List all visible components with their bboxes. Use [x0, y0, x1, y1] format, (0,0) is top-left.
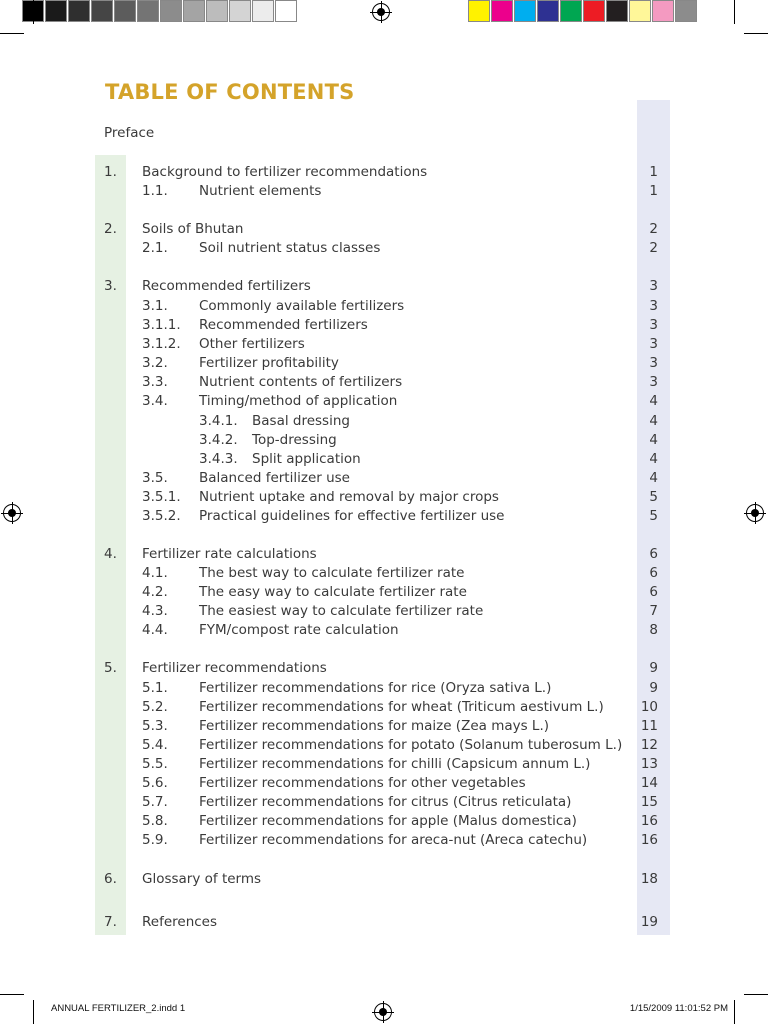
toc-entry-number: 5.5. [142, 756, 168, 772]
toc-entry-number: 3.5. [142, 470, 168, 486]
toc-entry-title: Fertilizer recommendations for wheat (Triticum aestivum L.) [199, 699, 604, 715]
toc-entry-number: 3.5.1. [142, 489, 181, 505]
toc-entry-title: Fertilizer recommendations for areca-nut (Areca catechu) [199, 832, 588, 848]
toc-entry-title: Fertilizer recommendations for maize (Zea mays L.) [199, 718, 550, 734]
toc-entry-title: Basal dressing [252, 413, 350, 429]
toc-entry[interactable] [0, 469, 768, 488]
toc-entry-number: 3.2. [142, 355, 168, 371]
color-swatch [514, 0, 536, 22]
toc-entry[interactable] [0, 679, 768, 698]
toc-entry-number: 5.2. [142, 699, 168, 715]
toc-entry[interactable] [0, 736, 768, 755]
color-swatch [583, 0, 605, 22]
toc-entry-page: 6 [649, 565, 658, 581]
toc-entry-page: 3 [649, 355, 658, 371]
toc-entry-title: Recommended fertilizers [142, 278, 311, 294]
toc-entry-title: References [142, 914, 218, 930]
toc-entry[interactable] [0, 774, 768, 793]
toc-entry-title: Fertilizer recommendations for potato (Solanum tuberosum L.) [199, 737, 623, 753]
toc-entry[interactable] [0, 354, 768, 373]
toc-entry-page: 3 [649, 374, 658, 390]
toc-entry-number: 1. [104, 164, 117, 180]
toc-entry-number: 5.1. [142, 680, 168, 696]
toc-entry-page: 13 [640, 756, 658, 772]
toc-entry-number: 7. [104, 914, 117, 930]
toc-entry-page: 9 [649, 660, 658, 676]
color-swatch [629, 0, 651, 22]
toc-entry[interactable] [0, 220, 768, 239]
toc-entry-number: 2.1. [142, 240, 168, 256]
toc-entry[interactable] [0, 431, 768, 450]
gray-swatch [137, 0, 159, 22]
crop-mark [0, 33, 24, 34]
toc-entry-page: 3 [649, 336, 658, 352]
color-swatch [652, 0, 674, 22]
toc-entry-page: 1 [649, 164, 658, 180]
gray-swatch [183, 0, 205, 22]
toc-entry-title: The best way to calculate fertilizer rate [199, 565, 465, 581]
gray-swatch [91, 0, 113, 22]
crop-mark [744, 994, 768, 995]
toc-entry-page: 4 [649, 393, 658, 409]
toc-entry-page: 11 [640, 718, 658, 734]
toc-entry-title: Fertilizer recommendations for citrus (Citrus reticulata) [199, 794, 572, 810]
toc-entry[interactable] [0, 488, 768, 507]
toc-entry-title: Background to fertilizer recommendations [142, 164, 428, 180]
toc-entry-page: 3 [649, 278, 658, 294]
toc-entry-number: 6. [104, 871, 117, 887]
toc-entry-number: 2. [104, 221, 117, 237]
toc-entry-page: 10 [640, 699, 658, 715]
crop-mark [0, 994, 24, 995]
toc-entry-number: 3.1. [142, 298, 168, 314]
preface-entry: Preface [104, 125, 155, 141]
toc-entry-title: Glossary of terms [142, 871, 262, 887]
toc-entry-number: 1.1. [142, 183, 168, 199]
toc-entry[interactable] [0, 507, 768, 526]
toc-entry-page: 12 [640, 737, 658, 753]
toc-entry[interactable] [0, 239, 768, 258]
toc-entry-title: Balanced fertilizer use [199, 470, 350, 486]
toc-entry[interactable] [0, 913, 768, 932]
toc-entry[interactable] [0, 335, 768, 354]
toc-entry-number: 3. [104, 278, 117, 294]
toc-entry-title: Recommended fertilizers [199, 317, 368, 333]
toc-entry-title: The easy way to calculate fertilizer rate [199, 584, 467, 600]
toc-entry-title: Fertilizer recommendations for rice (Oryza sativa L.) [199, 680, 552, 696]
toc-entry-page: 1 [649, 183, 658, 199]
toc-entry-page: 16 [640, 813, 658, 829]
footer-timestamp: 1/15/2009 11:01:52 PM [629, 1003, 728, 1014]
toc-entry[interactable] [0, 182, 768, 201]
toc-entry-page: 3 [649, 298, 658, 314]
toc-entry-title: Split application [252, 451, 361, 467]
toc-entry[interactable] [0, 412, 768, 431]
footer-file-name: ANNUAL FERTILIZER_2.indd 1 [51, 1003, 186, 1014]
page-title: TABLE OF CONTENTS [105, 80, 355, 104]
toc-entry-number: 5.7. [142, 794, 168, 810]
toc-entry-title: Fertilizer rate calculations [142, 546, 317, 562]
toc-entry[interactable] [0, 870, 768, 889]
toc-entry-number: 5.6. [142, 775, 168, 791]
grayscale-swatch-bar [22, 0, 298, 22]
toc-entry-page: 5 [649, 508, 658, 524]
color-swatch-bar [468, 0, 698, 22]
gray-swatch [68, 0, 90, 22]
color-swatch [468, 0, 490, 22]
toc-entry-number: 3.3. [142, 374, 168, 390]
toc-entry[interactable] [0, 373, 768, 392]
toc-entry-page: 5 [649, 489, 658, 505]
toc-entry[interactable] [0, 545, 768, 564]
toc-entry-number: 3.1.1. [142, 317, 181, 333]
toc-entry[interactable] [0, 621, 768, 640]
toc-entry-number: 3.4.2. [199, 432, 238, 448]
toc-entry-number: 4. [104, 546, 117, 562]
toc-entry-page: 4 [649, 413, 658, 429]
gray-swatch [114, 0, 136, 22]
color-swatch [560, 0, 582, 22]
toc-entry-number: 4.4. [142, 622, 168, 638]
toc-entry-number: 3.4. [142, 393, 168, 409]
toc-entry-page: 9 [649, 680, 658, 696]
color-swatch [606, 0, 628, 22]
gray-swatch [252, 0, 274, 22]
toc-entry-title: Fertilizer recommendations for chilli (Capsicum annum L.) [199, 756, 591, 772]
toc-entry-page: 18 [640, 871, 658, 887]
toc-entry-title: Commonly available fertilizers [199, 298, 405, 314]
toc-entry-title: Nutrient elements [199, 183, 322, 199]
gray-swatch [275, 0, 297, 22]
toc-entry[interactable] [0, 297, 768, 316]
toc-entry-page: 15 [640, 794, 658, 810]
print-footer [0, 1003, 768, 1017]
toc-entry[interactable] [0, 163, 768, 182]
toc-entry-title: Fertilizer recommendations [142, 660, 327, 676]
toc-entry-title: Other fertilizers [199, 336, 305, 352]
toc-entry-title: Fertilizer recommendations for other vegetables [199, 775, 526, 791]
toc-entry-page: 19 [640, 914, 658, 930]
toc-entry-number: 4.3. [142, 603, 168, 619]
gray-swatch [206, 0, 228, 22]
color-swatch [537, 0, 559, 22]
toc-entry-page: 4 [649, 432, 658, 448]
color-swatch [675, 0, 697, 22]
toc-entry-page: 2 [649, 221, 658, 237]
toc-entry-page: 16 [640, 832, 658, 848]
registration-mark-icon [372, 3, 390, 21]
toc-entry-title: The easiest way to calculate fertilizer rate [199, 603, 484, 619]
color-swatch [491, 0, 513, 22]
toc-entry-title: FYM/compost rate calculation [199, 622, 399, 638]
toc-entry-title: Fertilizer recommendations for apple (Malus domestica) [199, 813, 577, 829]
toc-entry-title: Soils of Bhutan [142, 221, 244, 237]
toc-entry-number: 3.5.2. [142, 508, 181, 524]
toc-entry-title: Soil nutrient status classes [199, 240, 381, 256]
toc-entry-number: 4.1. [142, 565, 168, 581]
toc-entry[interactable] [0, 583, 768, 602]
toc-entry-page: 6 [649, 584, 658, 600]
toc-entry[interactable] [0, 564, 768, 583]
toc-entry-page: 4 [649, 451, 658, 467]
toc-entry-page: 7 [649, 603, 658, 619]
toc-entry-page: 4 [649, 470, 658, 486]
toc-entry-number: 3.4.3. [199, 451, 238, 467]
toc-entry-number: 4.2. [142, 584, 168, 600]
toc-entry-page: 2 [649, 240, 658, 256]
gray-swatch [160, 0, 182, 22]
toc-entry[interactable] [0, 812, 768, 831]
toc-entry-title: Top-dressing [252, 432, 337, 448]
toc-entry-title: Nutrient contents of fertilizers [199, 374, 403, 390]
toc-entry-page: 8 [649, 622, 658, 638]
toc-entry[interactable] [0, 392, 768, 411]
toc-entry[interactable] [0, 659, 768, 678]
toc-entry-number: 5. [104, 660, 117, 676]
toc-entry-title: Timing/method of application [199, 393, 398, 409]
toc-entry-page: 6 [649, 546, 658, 562]
toc-entry-number: 3.1.2. [142, 336, 181, 352]
toc-entry-page: 14 [640, 775, 658, 791]
toc-entry-number: 5.3. [142, 718, 168, 734]
toc-entry[interactable] [0, 277, 768, 296]
crop-mark [744, 33, 768, 34]
toc-entry[interactable] [0, 755, 768, 774]
toc-entry[interactable] [0, 831, 768, 850]
toc-entry[interactable] [0, 717, 768, 736]
toc-entry-title: Fertilizer profitability [199, 355, 339, 371]
toc-entry-number: 3.4.1. [199, 413, 238, 429]
toc-entry[interactable] [0, 793, 768, 812]
toc-entry-title: Practical guidelines for effective fertilizer use [199, 508, 505, 524]
toc-entry[interactable] [0, 602, 768, 621]
gray-swatch [45, 0, 67, 22]
toc-entry-title: Nutrient uptake and removal by major crops [199, 489, 499, 505]
gray-swatch [229, 0, 251, 22]
crop-mark [734, 0, 735, 24]
toc-entry-page: 3 [649, 317, 658, 333]
crop-mark [33, 0, 34, 24]
toc-entry[interactable] [0, 316, 768, 335]
toc-entry-number: 5.4. [142, 737, 168, 753]
toc-entry[interactable] [0, 450, 768, 469]
toc-entry-number: 5.9. [142, 832, 168, 848]
toc-entry[interactable] [0, 698, 768, 717]
toc-entry-number: 5.8. [142, 813, 168, 829]
